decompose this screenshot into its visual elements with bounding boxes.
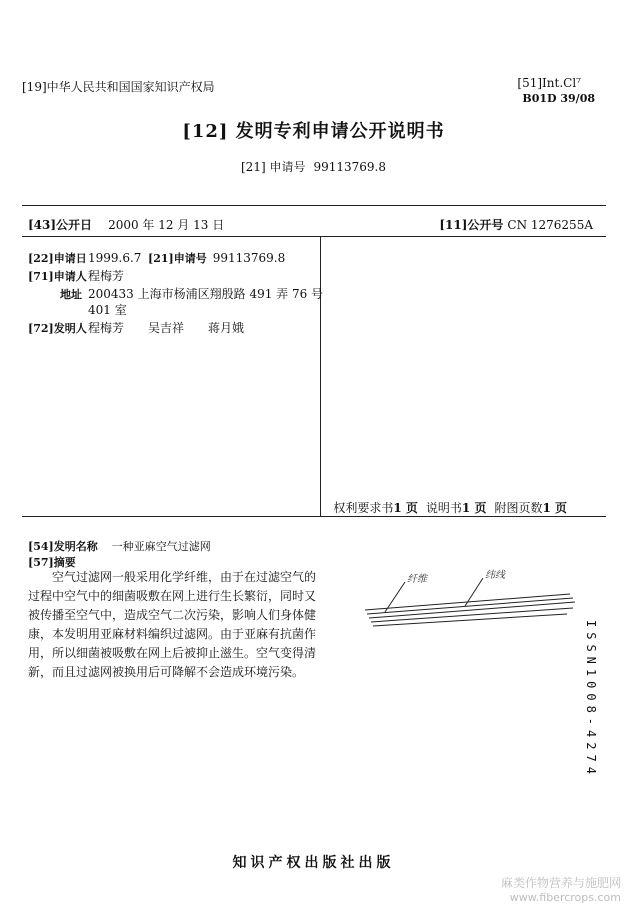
- issuing-office: [19]中华人民共和国国家知识产权局: [22, 80, 215, 94]
- filing-date: 1999.6.7: [88, 251, 142, 265]
- address-row-2: [88, 302, 127, 318]
- page-counts: [333, 499, 567, 516]
- drawings-label: 附图页数: [494, 501, 543, 515]
- claims-pages: 1 页: [393, 501, 418, 515]
- invention-title: 一种亚麻空气过滤网: [111, 540, 211, 553]
- ipc-code: B01D 39/08: [522, 92, 595, 105]
- filter-mesh-figure: [345, 568, 580, 638]
- watermark: [501, 874, 621, 904]
- publication-date-line: [28, 216, 224, 233]
- applicant: 程梅芳: [88, 269, 125, 283]
- claims-label: 权利要求书: [333, 501, 394, 515]
- application-number: 99113769.8: [313, 160, 386, 174]
- publisher: 知识产权出版社出版: [232, 855, 395, 871]
- publication-date-label: [43]公开日: [28, 218, 93, 232]
- inventors-row: [28, 320, 244, 337]
- figure-label-right: 纬线: [485, 570, 505, 581]
- address-line2: 401 室: [88, 303, 127, 317]
- divider-top: [22, 205, 606, 206]
- abstract-text: 空气过滤网一般采用化学纤维，由于在过滤空气的过程中空气中的细菌吸敷在网上进行生长繁衍，同时又被传播至空气中，造成空气二次污染，影响人们身体健康，本发明用亚麻材料编织过滤网。由于亚麻有抗菌作用，所以细菌被吸敷在网上后被抑止滋生。空气变得清新，而且过滤网被换用后可降解不会造成环境污染。: [28, 570, 317, 679]
- app-no: 99113769.8: [212, 251, 286, 265]
- publication-date: 2000 年 12 月 13 日: [108, 218, 225, 232]
- watermark-line2: www.fibercrops.com: [509, 891, 621, 904]
- divider-bottom: [22, 516, 606, 517]
- app-no-label: [21]申请号: [148, 252, 207, 265]
- figure-label-left: 纤维: [407, 574, 427, 585]
- column-divider: [320, 236, 321, 516]
- document-title: [12] 发明专利申请公开说明书: [182, 121, 445, 142]
- publication-number-line: [439, 216, 593, 233]
- invention-title-label: [54]发明名称: [28, 540, 98, 553]
- inventors-label: [72]发明人: [28, 322, 87, 335]
- watermark-line1: 麻类作物营养与施肥网: [500, 876, 621, 890]
- applicant-label: [71]申请人: [28, 270, 87, 283]
- application-number-line: [0, 158, 627, 175]
- address-row: [28, 286, 323, 303]
- int-cl-label: [51]Int.Cl⁷: [517, 76, 581, 90]
- filing-date-label: [22]申请日: [28, 252, 87, 265]
- abstract-label: [57]摘要: [28, 556, 76, 569]
- publication-number-label: [11]公开号: [439, 218, 504, 232]
- address-line1: 200433 上海市杨浦区翔殷路 491 弄 76 号: [88, 287, 324, 301]
- publication-number: CN 1276255A: [507, 218, 593, 232]
- divider-pub: [22, 236, 606, 237]
- drawings-pages: 1 页: [542, 501, 567, 515]
- issn-text: ISSN1008-4274: [584, 620, 598, 779]
- address-label: 地址: [60, 288, 82, 301]
- filing-row: [28, 250, 285, 267]
- weave-line: [367, 598, 573, 614]
- invention-title-line: [28, 538, 211, 554]
- applicant-row: [28, 268, 124, 285]
- application-number-label: [21] 申请号: [241, 160, 306, 174]
- description-pages: 1 页: [461, 501, 487, 515]
- inventors: 程梅芳 吴吉祥 蒋月娥: [88, 321, 245, 335]
- description-label: 说明书: [425, 501, 462, 515]
